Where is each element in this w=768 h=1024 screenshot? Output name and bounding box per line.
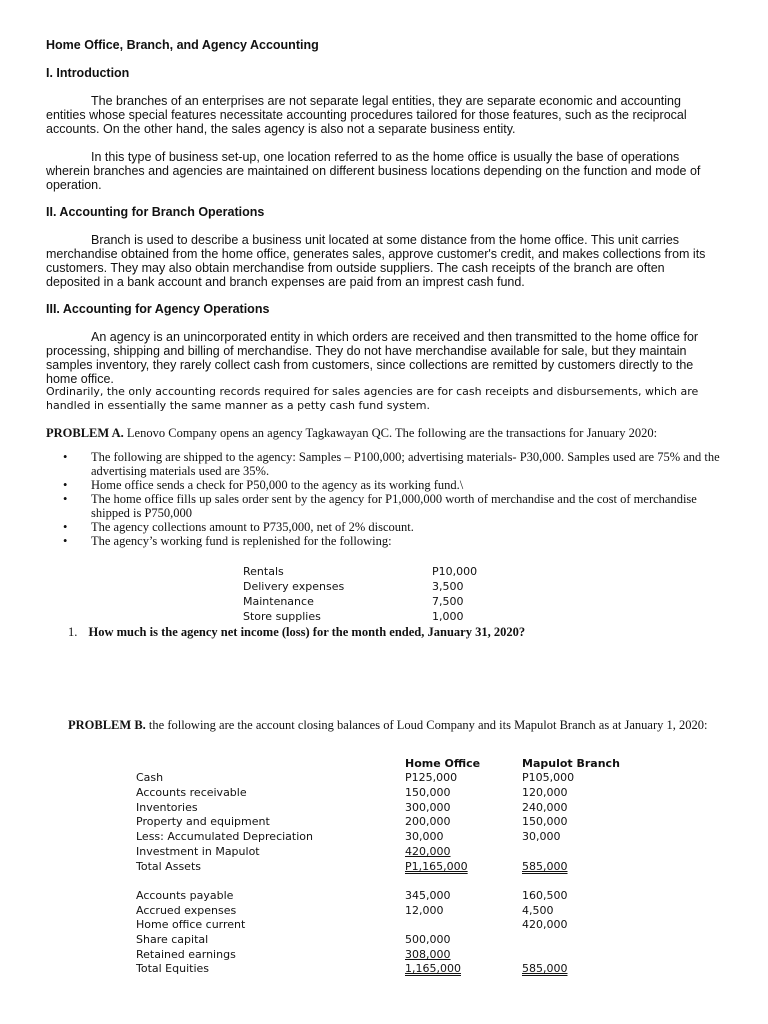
table-row: Store supplies 1,000	[243, 610, 464, 623]
list-item: • The agency collections amount to P735,000, net of 2% discount.	[63, 520, 414, 534]
table-row: Property and equipment 200,000 150,000	[136, 815, 568, 828]
table-row: Delivery expenses 3,500	[243, 580, 464, 593]
paragraph-intro-2: In this type of business set-up, one location referred to as the home office is usually the base of operations wherein branches and agencies are maintained on different business locations depending on the function and mode of operation.	[46, 150, 701, 192]
section-heading-agency: III. Accounting for Agency Operations	[46, 302, 270, 316]
table-row: Cash P125,000 P105,000	[136, 771, 575, 784]
table-row: Home office current 420,000	[136, 918, 568, 931]
list-item: • The home office fills up sales order sent by the agency for P1,000,000 worth of merchandise and the cost of merchandise shipped is P750,000	[63, 492, 697, 520]
paragraph-branch: Branch is used to describe a business unit located at some distance from the home office. This unit carries merchandise obtained from the home office, generates sales, approve customer's credit, and makes collections from its customers. They may also obtain merchandise from outside suppliers. The cash receipts of the branch are often deposited in a bank account and branch expenses are paid from an imprest cash fund.	[46, 233, 706, 289]
table-row: Inventories 300,000 240,000	[136, 801, 568, 814]
problem-a-intro: PROBLEM A. Lenovo Company opens an agency Tagkawayan QC. The following are the transactions for January 2020:	[46, 426, 658, 440]
table-header-row	[0, 757, 768, 772]
table-row-total-assets: Total Assets P1,165,000 585,000	[136, 860, 568, 873]
list-item: • The agency’s working fund is replenished for the following:	[63, 534, 392, 548]
list-item: • Home office sends a check for P50,000 to the agency as its working fund.\	[63, 478, 464, 492]
problem-a-transactions	[46, 450, 726, 548]
column-header-home-office: Home Office	[405, 757, 481, 770]
section-heading-introduction: I. Introduction	[46, 66, 130, 80]
problem-a-label: PROBLEM A.	[46, 426, 124, 440]
problem-b-intro: PROBLEM B. the following are the account closing balances of Loud Company and its Mapulot Branch as at January 1, 2020:	[68, 718, 708, 732]
table-row-total-equities: Total Equities 1,165,000 585,000	[136, 962, 568, 975]
question-1: 1. How much is the agency net income (loss) for the month ended, January 31, 2020?	[68, 625, 526, 639]
table-row: Accounts receivable 150,000 120,000	[136, 786, 568, 799]
document-title: Home Office, Branch, and Agency Accounting	[46, 38, 319, 52]
table-row: Maintenance 7,500	[243, 595, 464, 608]
list-item: • The following are shipped to the agency: Samples – P100,000; advertising materials- P30,000. Samples used are 75% and the advertising materials used are 35%.	[63, 450, 720, 478]
table-row: Accrued expenses 12,000 4,500	[136, 904, 554, 917]
table-row: Share capital 500,000	[136, 933, 451, 946]
paragraph-intro-1: The branches of an enterprises are not separate legal entities, they are separate economic and accounting entities whose special features necessitate accounting procedures tailored for those features, such as the reciprocal accounts. On the other hand, the sales agency is also not a separate business entity.	[46, 94, 687, 136]
paragraph-agency-note: Ordinarily, the only accounting records required for sales agencies are for cash receipts and disbursements, which are handled in essentially the same manner as a petty cash fund system.	[46, 385, 699, 412]
table-row: Accounts payable 345,000 160,500	[136, 889, 568, 902]
table-row: Retained earnings 308,000	[136, 948, 451, 961]
table-row: Less: Accumulated Depreciation 30,000 30,000	[136, 830, 561, 843]
section-heading-branch: II. Accounting for Branch Operations	[46, 205, 265, 219]
table-row: Rentals P10,000	[243, 565, 478, 578]
paragraph-agency: An agency is an unincorporated entity in which orders are received and then transmitted to the home office for processing, shipping and billing of merchandise. They do not have merchandise available for sale, but they maintain samples inventory, they rarely collect cash from customers, since collections are remitted by customers directly to the home office.	[46, 330, 699, 386]
problem-b-label: PROBLEM B.	[68, 718, 146, 732]
table-row: Investment in Mapulot 420,000	[136, 845, 451, 858]
column-header-branch: Mapulot Branch	[522, 757, 620, 770]
